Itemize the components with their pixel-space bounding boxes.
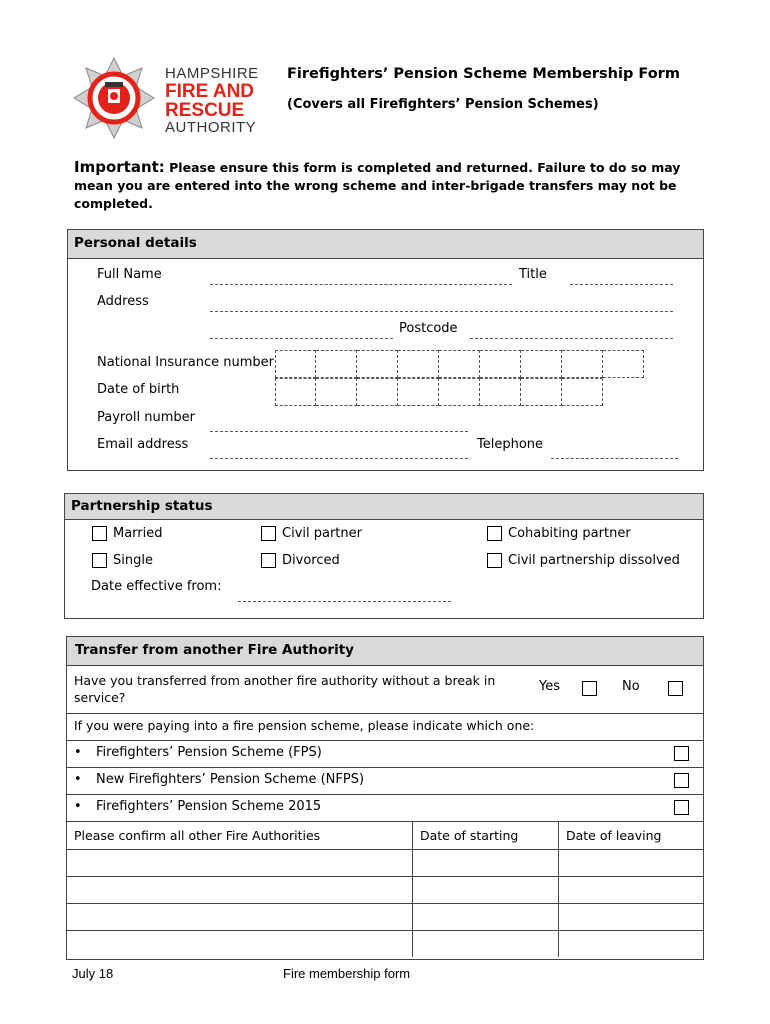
crest-icon xyxy=(70,56,162,140)
postcode-label: Postcode xyxy=(399,321,458,336)
telephone-label: Telephone xyxy=(477,437,544,452)
authority-cell[interactable] xyxy=(67,903,413,930)
start-date-cell[interactable] xyxy=(413,930,559,957)
scheme-prompt-row xyxy=(67,714,703,741)
scheme-nfps-checkbox[interactable] xyxy=(674,773,689,788)
start-date-cell[interactable] xyxy=(413,876,559,903)
full-name-field[interactable] xyxy=(210,284,512,285)
title-label: Title xyxy=(519,267,547,282)
transfer-question: Have you transferred from another fire authority without a break in service? xyxy=(74,673,496,705)
logo-line-1: HAMPSHIRE xyxy=(165,65,259,82)
authority-cell[interactable] xyxy=(67,849,413,876)
title-field[interactable] xyxy=(570,284,673,285)
cohabiting-label: Cohabiting partner xyxy=(508,526,631,541)
scheme-2015-checkbox[interactable] xyxy=(674,800,689,815)
dob-label: Date of birth xyxy=(97,382,180,397)
email-label: Email address xyxy=(97,437,189,452)
logo-wordmark xyxy=(165,66,259,135)
table-row xyxy=(67,876,704,903)
transfer-section xyxy=(66,636,704,960)
no-checkbox[interactable] xyxy=(668,681,683,696)
start-date-cell[interactable] xyxy=(413,903,559,930)
dissolved-label: Civil partnership dissolved xyxy=(508,553,680,568)
logo-line-3: RESCUE xyxy=(165,100,245,121)
logo-line-4: AUTHORITY xyxy=(165,119,257,136)
address-line-2-field[interactable] xyxy=(210,338,393,339)
single-checkbox[interactable] xyxy=(92,553,107,568)
married-label: Married xyxy=(113,526,163,541)
postcode-field[interactable] xyxy=(470,338,673,339)
col-authorities-header: Please confirm all other Fire Authorities xyxy=(67,822,413,849)
authority-cell[interactable] xyxy=(67,876,413,903)
ni-number-label: National Insurance number xyxy=(97,355,274,370)
leave-date-cell[interactable] xyxy=(559,903,704,930)
divorced-option[interactable] xyxy=(261,553,340,568)
no-label: No xyxy=(622,679,640,694)
divorced-label: Divorced xyxy=(282,553,340,568)
bullet-icon: • xyxy=(74,745,82,760)
scheme-fps-label: Firefighters’ Pension Scheme (FPS) xyxy=(96,745,322,760)
important-label: Important: xyxy=(74,158,165,176)
email-field[interactable] xyxy=(210,458,468,459)
table-row xyxy=(67,849,704,876)
single-label: Single xyxy=(113,553,153,568)
leave-date-cell[interactable] xyxy=(559,930,704,957)
married-option[interactable] xyxy=(92,526,163,541)
important-notice xyxy=(74,158,714,213)
cohabiting-checkbox[interactable] xyxy=(487,526,502,541)
table-row xyxy=(67,930,704,957)
address-line-1-field[interactable] xyxy=(210,311,673,312)
table-row xyxy=(67,903,704,930)
dob-boxes[interactable] xyxy=(275,378,603,406)
date-effective-label: Date effective from: xyxy=(91,579,222,594)
single-option[interactable] xyxy=(92,553,153,568)
civil-partner-label: Civil partner xyxy=(282,526,362,541)
leave-date-cell[interactable] xyxy=(559,876,704,903)
date-effective-field[interactable] xyxy=(238,601,451,602)
scheme-prompt: If you were paying into a fire pension scheme, please indicate which one: xyxy=(74,718,535,733)
authority-cell[interactable] xyxy=(67,930,413,957)
dissolved-option[interactable] xyxy=(487,553,680,568)
personal-details-heading: Personal details xyxy=(68,230,703,259)
civil-partner-checkbox[interactable] xyxy=(261,526,276,541)
footer-doc-name: Fire membership form xyxy=(283,966,411,981)
transfer-heading: Transfer from another Fire Authority xyxy=(67,637,703,666)
payroll-field[interactable] xyxy=(210,431,468,432)
scheme-nfps-label: New Firefighters’ Pension Scheme (NFPS) xyxy=(96,772,365,787)
ni-number-boxes[interactable] xyxy=(275,350,644,378)
col-leave-header: Date of leaving xyxy=(559,822,704,849)
col-start-header: Date of starting xyxy=(413,822,559,849)
form-subtitle: (Covers all Firefighters’ Pension Schemes) xyxy=(287,97,599,112)
important-text: Please ensure this form is completed and returned. Failure to do so may mean you are entered into the wrong scheme and inter-brigade transfers may not be completed. xyxy=(74,160,681,211)
form-title: Firefighters’ Pension Scheme Membership Form xyxy=(287,66,680,82)
yes-checkbox[interactable] xyxy=(582,681,597,696)
bullet-icon: • xyxy=(74,772,82,787)
scheme-row-2015 xyxy=(67,795,703,822)
dissolved-checkbox[interactable] xyxy=(487,553,502,568)
footer-date: July 18 xyxy=(72,966,114,981)
address-label: Address xyxy=(97,294,149,309)
logo-line-2: FIRE AND xyxy=(165,81,255,102)
authorities-table xyxy=(66,822,704,957)
start-date-cell[interactable] xyxy=(413,849,559,876)
table-header-row xyxy=(67,822,704,849)
civil-partner-option[interactable] xyxy=(261,526,362,541)
full-name-label: Full Name xyxy=(97,267,162,282)
scheme-row-fps xyxy=(67,741,703,768)
cohabiting-option[interactable] xyxy=(487,526,631,541)
payroll-label: Payroll number xyxy=(97,410,196,425)
scheme-fps-checkbox[interactable] xyxy=(674,746,689,761)
transfer-question-row xyxy=(67,666,703,714)
leave-date-cell[interactable] xyxy=(559,849,704,876)
divorced-checkbox[interactable] xyxy=(261,553,276,568)
yes-label: Yes xyxy=(539,679,560,694)
partnership-heading: Partnership status xyxy=(65,494,703,520)
scheme-2015-label: Firefighters’ Pension Scheme 2015 xyxy=(96,799,322,814)
married-checkbox[interactable] xyxy=(92,526,107,541)
telephone-field[interactable] xyxy=(551,458,678,459)
scheme-row-nfps xyxy=(67,768,703,795)
bullet-icon: • xyxy=(74,799,82,814)
